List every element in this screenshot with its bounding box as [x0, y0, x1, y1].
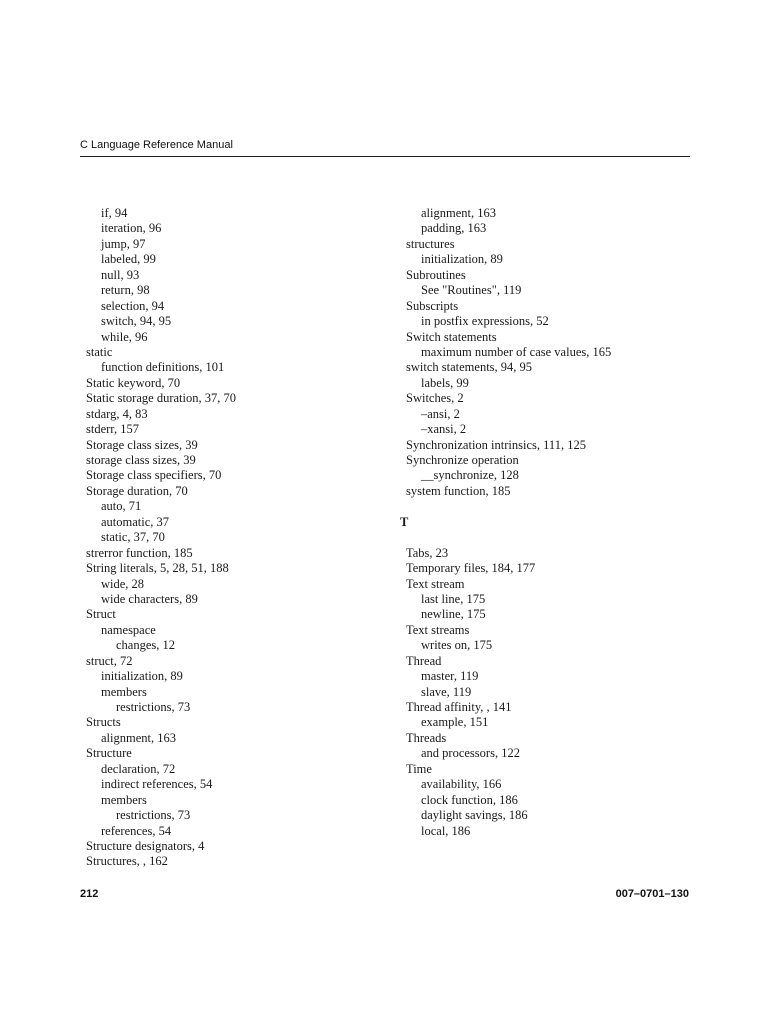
index-entry: Switch statements — [406, 329, 497, 344]
index-entry: alignment, 163 — [101, 730, 176, 745]
footer-document-number: 007–0701–130 — [615, 888, 689, 900]
index-entry: last line, 175 — [421, 591, 486, 606]
index-entry: Text streams — [406, 622, 470, 637]
index-entry: function definitions, 101 — [101, 360, 225, 375]
footer-page-number: 212 — [80, 888, 99, 900]
index-entry: availability, 166 — [421, 777, 502, 792]
index-entry: writes on, 175 — [421, 638, 493, 653]
index-entry: initialization, 89 — [101, 669, 183, 684]
index-entry: Thread affinity, , 141 — [406, 700, 512, 714]
index-entry: local, 186 — [421, 823, 471, 838]
index-entry: Synchronize operation — [406, 453, 519, 467]
index-entry: initialization, 89 — [421, 252, 503, 267]
index-entry: See "Routines", 119 — [421, 283, 522, 298]
index-section-letter: T — [400, 514, 409, 529]
index-entry: Static keyword, 70 — [86, 375, 181, 390]
index-entry: changes, 12 — [116, 638, 176, 653]
index-entry: –ansi, 2 — [421, 406, 460, 421]
index-entry: Static storage duration, 37, 70 — [86, 391, 236, 406]
index-entry: Structure — [86, 746, 132, 761]
index-entry: String literals, 5, 28, 51, 188 — [86, 561, 229, 576]
index-entry: and processors, 122 — [421, 746, 520, 761]
index-entry: automatic, 37 — [101, 514, 170, 529]
section-gap — [406, 530, 696, 545]
index-entry: jump, 97 — [101, 236, 146, 251]
index-entry: structures — [406, 236, 455, 251]
header-rule — [80, 156, 690, 157]
index-entry: maximum number of case values, 165 — [421, 344, 612, 359]
index-entry: wide characters, 89 — [101, 591, 198, 606]
index-entry: restrictions, 73 — [116, 700, 191, 714]
index-entry: namespace — [101, 622, 156, 637]
index-entry: example, 151 — [421, 715, 489, 730]
index-column-left — [86, 206, 376, 870]
index-section-t — [406, 546, 696, 839]
index-entry: wide, 28 — [101, 576, 145, 591]
index-entry: Subscripts — [406, 298, 459, 313]
index-entry: Subroutines — [406, 267, 466, 282]
index-entry: daylight savings, 186 — [421, 808, 528, 823]
index-entry: Storage class specifiers, 70 — [86, 468, 222, 483]
index-entry: Tabs, 23 — [406, 545, 449, 560]
index-entry: stdarg, 4, 83 — [86, 406, 148, 421]
index-entry: iteration, 96 — [101, 221, 162, 236]
index-entry: Time — [406, 761, 432, 776]
index-entry: indirect references, 54 — [101, 777, 213, 792]
index-entry: system function, 185 — [406, 483, 511, 498]
index-entry: storage class sizes, 39 — [86, 453, 196, 467]
index-entry: Text stream — [406, 576, 465, 591]
index-entry: auto, 71 — [101, 499, 142, 514]
index-entry: selection, 94 — [101, 298, 165, 313]
index-entry: labeled, 99 — [101, 252, 156, 267]
index-entry: static — [86, 344, 113, 359]
index-entry: restrictions, 73 — [116, 808, 191, 823]
index-entry: Structure designators, 4 — [86, 838, 205, 853]
index-entry: members — [101, 684, 147, 699]
index-entry: switch statements, 94, 95 — [406, 360, 533, 375]
index-entry: struct, 72 — [86, 653, 133, 668]
index-entry: labels, 99 — [421, 375, 469, 390]
index-entry: alignment, 163 — [421, 206, 496, 220]
running-header-title: C Language Reference Manual — [80, 139, 233, 151]
index-column-right — [400, 206, 696, 839]
index-entry: Struct — [86, 607, 116, 622]
index-entry: while, 96 — [101, 329, 148, 344]
index-entry: Switches, 2 — [406, 391, 464, 406]
index-entry: Storage class sizes, 39 — [86, 437, 198, 452]
index-entry: newline, 175 — [421, 607, 486, 622]
index-entry: __synchronize, 128 — [421, 468, 519, 483]
index-entry: –xansi, 2 — [421, 422, 467, 437]
index-entry: declaration, 72 — [101, 761, 176, 776]
index-entry: references, 54 — [101, 823, 172, 838]
index-entry: Synchronization intrinsics, 111, 125 — [406, 437, 586, 452]
index-entry: Temporary files, 184, 177 — [406, 561, 536, 576]
index-entry: Thread — [406, 653, 442, 668]
index-entry: Threads — [406, 730, 447, 745]
index-entry: return, 98 — [101, 283, 150, 298]
index-entry: Structures, , 162 — [86, 854, 168, 869]
index-entry: master, 119 — [421, 669, 479, 684]
index-entry: switch, 94, 95 — [101, 314, 172, 329]
index-entry: slave, 119 — [421, 684, 472, 699]
index-entry: members — [101, 792, 147, 807]
index-entry: if, 94 — [101, 206, 128, 220]
index-entry: null, 93 — [101, 267, 140, 282]
index-entry: Storage duration, 70 — [86, 483, 188, 498]
index-entry: static, 37, 70 — [101, 530, 165, 545]
index-entry: in postfix expressions, 52 — [421, 314, 549, 329]
section-gap — [406, 499, 696, 514]
index-entry: stderr, 157 — [86, 422, 139, 437]
index-entry: strerror function, 185 — [86, 545, 193, 560]
index-entry: clock function, 186 — [421, 792, 518, 807]
index-entry: Structs — [86, 715, 121, 730]
index-entry: padding, 163 — [421, 221, 487, 236]
index-section-s-continued — [406, 206, 696, 499]
